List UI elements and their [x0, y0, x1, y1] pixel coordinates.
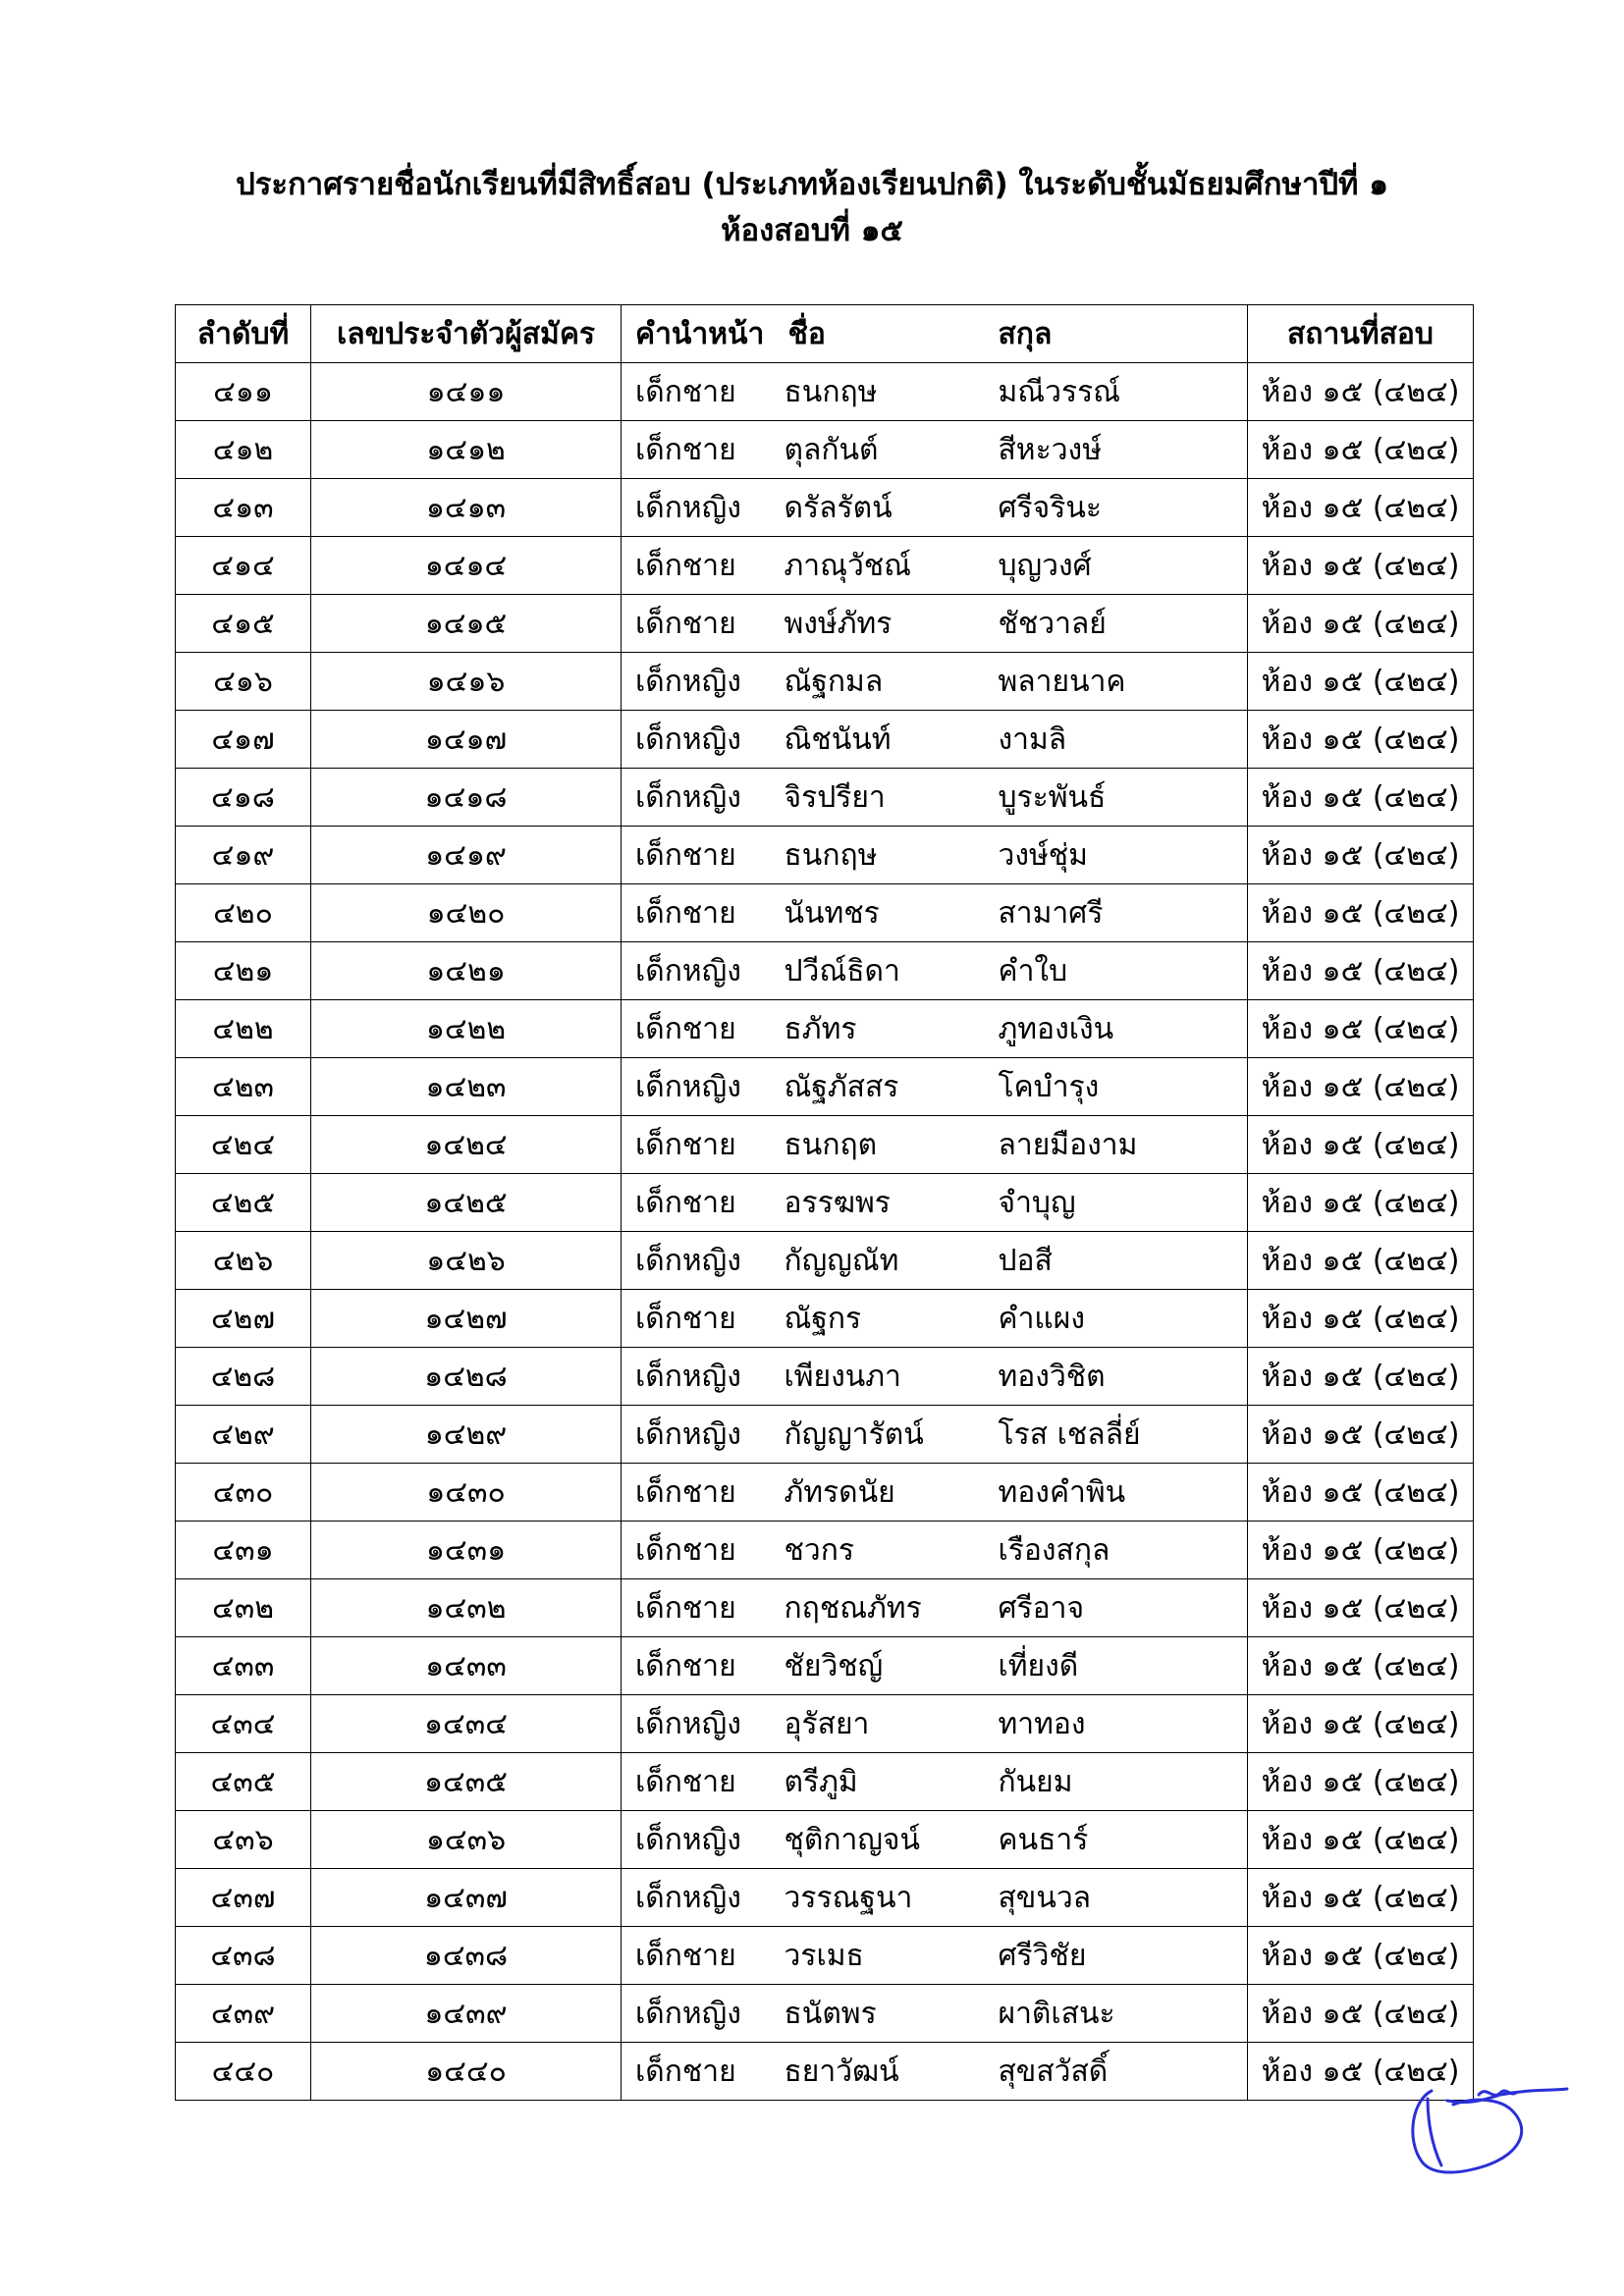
cell-exam-place: ห้อง ๑๕ (๔๒๔) — [1248, 1290, 1474, 1348]
cell-surname: คำแผง — [991, 1290, 1248, 1348]
cell-order: ๔๓๘ — [176, 1927, 311, 1985]
table-row — [176, 1579, 1474, 1637]
cell-first-name: ปวีณ์ธิดา — [779, 942, 991, 1000]
table-row — [176, 479, 1474, 537]
cell-exam-place: ห้อง ๑๕ (๔๒๔) — [1248, 1232, 1474, 1290]
table-row — [176, 1695, 1474, 1753]
cell-prefix: เด็กหญิง — [622, 769, 779, 827]
cell-first-name: ธนัตพร — [779, 1985, 991, 2043]
table-header-row — [176, 305, 1474, 363]
cell-surname: วงษ์ชุ่ม — [991, 827, 1248, 884]
cell-surname: ทาทอง — [991, 1695, 1248, 1753]
cell-surname: มณีวรรณ์ — [991, 363, 1248, 421]
cell-applicant-id: ๑๔๑๗ — [311, 711, 622, 769]
cell-applicant-id: ๑๔๓๙ — [311, 1985, 622, 2043]
cell-applicant-id: ๑๔๑๒ — [311, 421, 622, 479]
cell-exam-place: ห้อง ๑๕ (๔๒๔) — [1248, 653, 1474, 711]
cell-first-name: พงษ์ภัทร — [779, 595, 991, 653]
cell-prefix: เด็กหญิง — [622, 653, 779, 711]
cell-exam-place: ห้อง ๑๕ (๔๒๔) — [1248, 1869, 1474, 1927]
header-applicant-id: เลขประจำตัวผู้สมัคร — [311, 305, 622, 363]
cell-order: ๔๒๒ — [176, 1000, 311, 1058]
cell-order: ๔๒๙ — [176, 1406, 311, 1464]
cell-applicant-id: ๑๔๒๙ — [311, 1406, 622, 1464]
table-row — [176, 1058, 1474, 1116]
cell-exam-place: ห้อง ๑๕ (๔๒๔) — [1248, 1753, 1474, 1811]
cell-surname: ผาติเสนะ — [991, 1985, 1248, 2043]
cell-exam-place: ห้อง ๑๕ (๔๒๔) — [1248, 1811, 1474, 1869]
cell-exam-place: ห้อง ๑๕ (๔๒๔) — [1248, 479, 1474, 537]
table-row — [176, 1406, 1474, 1464]
cell-surname: ทองคำพิน — [991, 1464, 1248, 1522]
table-row — [176, 1985, 1474, 2043]
cell-exam-place: ห้อง ๑๕ (๔๒๔) — [1248, 1927, 1474, 1985]
cell-order: ๔๑๘ — [176, 769, 311, 827]
cell-applicant-id: ๑๔๒๖ — [311, 1232, 622, 1290]
cell-surname: คนธาร์ — [991, 1811, 1248, 1869]
cell-applicant-id: ๑๔๑๙ — [311, 827, 622, 884]
cell-prefix: เด็กหญิง — [622, 1348, 779, 1406]
cell-surname: ลายมืองาม — [991, 1116, 1248, 1174]
cell-prefix: เด็กชาย — [622, 595, 779, 653]
cell-prefix: เด็กหญิง — [622, 479, 779, 537]
cell-applicant-id: ๑๔๑๘ — [311, 769, 622, 827]
cell-exam-place: ห้อง ๑๕ (๔๒๔) — [1248, 884, 1474, 942]
cell-applicant-id: ๑๔๓๕ — [311, 1753, 622, 1811]
cell-first-name: ณัฐกร — [779, 1290, 991, 1348]
cell-surname: ทองวิชิต — [991, 1348, 1248, 1406]
cell-first-name: ชวกร — [779, 1522, 991, 1579]
cell-applicant-id: ๑๔๓๖ — [311, 1811, 622, 1869]
cell-first-name: ณัฐภัสสร — [779, 1058, 991, 1116]
cell-order: ๔๒๑ — [176, 942, 311, 1000]
cell-exam-place: ห้อง ๑๕ (๔๒๔) — [1248, 1058, 1474, 1116]
cell-applicant-id: ๑๔๑๖ — [311, 653, 622, 711]
cell-exam-place: ห้อง ๑๕ (๔๒๔) — [1248, 595, 1474, 653]
cell-first-name: วรเมธ — [779, 1927, 991, 1985]
cell-prefix: เด็กหญิง — [622, 1695, 779, 1753]
cell-surname: สามาศรี — [991, 884, 1248, 942]
cell-order: ๔๑๓ — [176, 479, 311, 537]
cell-order: ๔๔๐ — [176, 2043, 311, 2101]
cell-first-name: อรรฆพร — [779, 1174, 991, 1232]
cell-prefix: เด็กหญิง — [622, 711, 779, 769]
cell-first-name: วรรณฐนา — [779, 1869, 991, 1927]
cell-order: ๔๓๖ — [176, 1811, 311, 1869]
cell-exam-place: ห้อง ๑๕ (๔๒๔) — [1248, 363, 1474, 421]
header-surname: สกุล — [991, 305, 1248, 363]
header-order: ลำดับที่ — [176, 305, 311, 363]
cell-exam-place: ห้อง ๑๕ (๔๒๔) — [1248, 1000, 1474, 1058]
cell-applicant-id: ๑๔๔๐ — [311, 2043, 622, 2101]
header-prefix: คำนำหน้า — [622, 305, 779, 363]
cell-prefix: เด็กชาย — [622, 1753, 779, 1811]
cell-surname: งามลิ — [991, 711, 1248, 769]
cell-prefix: เด็กหญิง — [622, 942, 779, 1000]
cell-order: ๔๒๗ — [176, 1290, 311, 1348]
cell-order: ๔๑๑ — [176, 363, 311, 421]
cell-order: ๔๓๒ — [176, 1579, 311, 1637]
cell-prefix: เด็กหญิง — [622, 1232, 779, 1290]
cell-order: ๔๑๖ — [176, 653, 311, 711]
cell-surname: สุขสวัสดิ์ — [991, 2043, 1248, 2101]
cell-surname: กันยม — [991, 1753, 1248, 1811]
cell-order: ๔๑๗ — [176, 711, 311, 769]
cell-first-name: ชุติกาญจน์ — [779, 1811, 991, 1869]
cell-exam-place: ห้อง ๑๕ (๔๒๔) — [1248, 1174, 1474, 1232]
cell-exam-place: ห้อง ๑๕ (๔๒๔) — [1248, 1695, 1474, 1753]
cell-applicant-id: ๑๔๒๗ — [311, 1290, 622, 1348]
cell-surname: จำบุญ — [991, 1174, 1248, 1232]
cell-exam-place: ห้อง ๑๕ (๔๒๔) — [1248, 537, 1474, 595]
cell-prefix: เด็กชาย — [622, 363, 779, 421]
cell-prefix: เด็กชาย — [622, 1579, 779, 1637]
cell-surname: ชัชวาลย์ — [991, 595, 1248, 653]
cell-exam-place: ห้อง ๑๕ (๔๒๔) — [1248, 1637, 1474, 1695]
cell-first-name: ธภัทร — [779, 1000, 991, 1058]
cell-surname: โคบำรุง — [991, 1058, 1248, 1116]
cell-prefix: เด็กชาย — [622, 884, 779, 942]
cell-exam-place: ห้อง ๑๕ (๔๒๔) — [1248, 827, 1474, 884]
cell-prefix: เด็กชาย — [622, 537, 779, 595]
table-row — [176, 711, 1474, 769]
cell-surname: คำใบ — [991, 942, 1248, 1000]
cell-exam-place: ห้อง ๑๕ (๔๒๔) — [1248, 421, 1474, 479]
table-row — [176, 1637, 1474, 1695]
table-row — [176, 1522, 1474, 1579]
cell-surname: สีหะวงษ์ — [991, 421, 1248, 479]
cell-exam-place: ห้อง ๑๕ (๔๒๔) — [1248, 942, 1474, 1000]
cell-order: ๔๓๓ — [176, 1637, 311, 1695]
cell-first-name: จิรปรียา — [779, 769, 991, 827]
signature-icon — [1384, 2071, 1571, 2184]
cell-exam-place: ห้อง ๑๕ (๔๒๔) — [1248, 1406, 1474, 1464]
cell-order: ๔๑๕ — [176, 595, 311, 653]
cell-applicant-id: ๑๔๓๑ — [311, 1522, 622, 1579]
cell-prefix: เด็กชาย — [622, 2043, 779, 2101]
cell-order: ๔๓๑ — [176, 1522, 311, 1579]
cell-first-name: ภัทรดนัย — [779, 1464, 991, 1522]
header-exam-place: สถานที่สอบ — [1248, 305, 1474, 363]
cell-surname: ศรีจรินะ — [991, 479, 1248, 537]
table-row — [176, 1753, 1474, 1811]
cell-surname: เรืองสกุล — [991, 1522, 1248, 1579]
cell-applicant-id: ๑๔๒๓ — [311, 1058, 622, 1116]
cell-surname: สุขนวล — [991, 1869, 1248, 1927]
table-row — [176, 884, 1474, 942]
cell-applicant-id: ๑๔๒๐ — [311, 884, 622, 942]
cell-first-name: กัญญณัท — [779, 1232, 991, 1290]
cell-prefix: เด็กชาย — [622, 1290, 779, 1348]
cell-first-name: ชัยวิชญ์ — [779, 1637, 991, 1695]
header-first-name: ชื่อ — [779, 305, 991, 363]
cell-order: ๔๒๔ — [176, 1116, 311, 1174]
cell-surname: บุญวงศ์ — [991, 537, 1248, 595]
cell-prefix: เด็กหญิง — [622, 1869, 779, 1927]
table-row — [176, 942, 1474, 1000]
cell-applicant-id: ๑๔๑๓ — [311, 479, 622, 537]
cell-order: ๔๓๙ — [176, 1985, 311, 2043]
cell-surname: โรส เชลลี่ย์ — [991, 1406, 1248, 1464]
table-row — [176, 1116, 1474, 1174]
cell-surname: เที่ยงดี — [991, 1637, 1248, 1695]
cell-order: ๔๑๔ — [176, 537, 311, 595]
cell-applicant-id: ๑๔๒๒ — [311, 1000, 622, 1058]
cell-exam-place: ห้อง ๑๕ (๔๒๔) — [1248, 1116, 1474, 1174]
cell-applicant-id: ๑๔๒๕ — [311, 1174, 622, 1232]
cell-first-name: ธนกฤษ — [779, 827, 991, 884]
cell-order: ๔๓๗ — [176, 1869, 311, 1927]
cell-order: ๔๑๙ — [176, 827, 311, 884]
cell-applicant-id: ๑๔๓๐ — [311, 1464, 622, 1522]
cell-surname: ภูทองเงิน — [991, 1000, 1248, 1058]
cell-prefix: เด็กหญิง — [622, 1406, 779, 1464]
cell-surname: บูระพันธ์ — [991, 769, 1248, 827]
cell-order: ๔๒๕ — [176, 1174, 311, 1232]
table-row — [176, 1927, 1474, 1985]
cell-first-name: ตุลกันต์ — [779, 421, 991, 479]
cell-applicant-id: ๑๔๑๕ — [311, 595, 622, 653]
cell-order: ๔๑๒ — [176, 421, 311, 479]
student-table — [175, 304, 1474, 2101]
cell-order: ๔๒๘ — [176, 1348, 311, 1406]
cell-exam-place: ห้อง ๑๕ (๔๒๔) — [1248, 1464, 1474, 1522]
cell-exam-place: ห้อง ๑๕ (๔๒๔) — [1248, 2043, 1474, 2101]
cell-applicant-id: ๑๔๓๒ — [311, 1579, 622, 1637]
cell-applicant-id: ๑๔๑๔ — [311, 537, 622, 595]
cell-prefix: เด็กชาย — [622, 1174, 779, 1232]
cell-exam-place: ห้อง ๑๕ (๔๒๔) — [1248, 711, 1474, 769]
table-row — [176, 1811, 1474, 1869]
table-row — [176, 1290, 1474, 1348]
cell-order: ๔๓๔ — [176, 1695, 311, 1753]
cell-order: ๔๒๖ — [176, 1232, 311, 1290]
cell-first-name: ภาณุวัชณ์ — [779, 537, 991, 595]
cell-order: ๔๓๕ — [176, 1753, 311, 1811]
cell-prefix: เด็กหญิง — [622, 1811, 779, 1869]
cell-first-name: ธนกฤษ — [779, 363, 991, 421]
table-row — [176, 1000, 1474, 1058]
table-row — [176, 653, 1474, 711]
cell-order: ๔๒๓ — [176, 1058, 311, 1116]
cell-prefix: เด็กชาย — [622, 1637, 779, 1695]
cell-first-name: เพียงนภา — [779, 1348, 991, 1406]
cell-applicant-id: ๑๔๒๘ — [311, 1348, 622, 1406]
cell-exam-place: ห้อง ๑๕ (๔๒๔) — [1248, 1579, 1474, 1637]
cell-surname: ศรีวิชัย — [991, 1927, 1248, 1985]
cell-applicant-id: ๑๔๑๑ — [311, 363, 622, 421]
cell-first-name: กัญญารัตน์ — [779, 1406, 991, 1464]
cell-first-name: ตรีภูมิ — [779, 1753, 991, 1811]
table-row — [176, 1232, 1474, 1290]
cell-prefix: เด็กชาย — [622, 1927, 779, 1985]
table-row — [176, 769, 1474, 827]
cell-first-name: นันทชร — [779, 884, 991, 942]
page-subtitle: ห้องสอบที่ ๑๕ — [721, 213, 903, 248]
cell-order: ๔๓๐ — [176, 1464, 311, 1522]
cell-order: ๔๒๐ — [176, 884, 311, 942]
cell-surname: ศรีอาจ — [991, 1579, 1248, 1637]
cell-first-name: ดรัลรัตน์ — [779, 479, 991, 537]
table-row — [176, 1174, 1474, 1232]
cell-prefix: เด็กชาย — [622, 1116, 779, 1174]
cell-first-name: ณิชนันท์ — [779, 711, 991, 769]
cell-exam-place: ห้อง ๑๕ (๔๒๔) — [1248, 1522, 1474, 1579]
cell-applicant-id: ๑๔๓๔ — [311, 1695, 622, 1753]
cell-surname: พลายนาค — [991, 653, 1248, 711]
cell-applicant-id: ๑๔๓๗ — [311, 1869, 622, 1927]
table-row — [176, 827, 1474, 884]
cell-applicant-id: ๑๔๓๘ — [311, 1927, 622, 1985]
cell-prefix: เด็กชาย — [622, 1464, 779, 1522]
table-row — [176, 1348, 1474, 1406]
cell-applicant-id: ๑๔๓๓ — [311, 1637, 622, 1695]
page-title: ประกาศรายชื่อนักเรียนที่มีสิทธิ์สอบ (ประเภทห้องเรียนปกติ) ในระดับชั้นมัธยมศึกษาปีที่ ๑ — [236, 167, 1388, 202]
table-row — [176, 2043, 1474, 2101]
cell-prefix: เด็กหญิง — [622, 1058, 779, 1116]
cell-prefix: เด็กหญิง — [622, 1985, 779, 2043]
table-row — [176, 363, 1474, 421]
table-row — [176, 1464, 1474, 1522]
cell-applicant-id: ๑๔๒๔ — [311, 1116, 622, 1174]
cell-prefix: เด็กชาย — [622, 1522, 779, 1579]
table-row — [176, 537, 1474, 595]
cell-applicant-id: ๑๔๒๑ — [311, 942, 622, 1000]
cell-exam-place: ห้อง ๑๕ (๔๒๔) — [1248, 1985, 1474, 2043]
table-row — [176, 421, 1474, 479]
cell-first-name: กฤชณภัทร — [779, 1579, 991, 1637]
cell-first-name: ธนกฤต — [779, 1116, 991, 1174]
cell-first-name: ธยาวัฒน์ — [779, 2043, 991, 2101]
cell-surname: ปอสี — [991, 1232, 1248, 1290]
cell-exam-place: ห้อง ๑๕ (๔๒๔) — [1248, 769, 1474, 827]
cell-exam-place: ห้อง ๑๕ (๔๒๔) — [1248, 1348, 1474, 1406]
cell-prefix: เด็กชาย — [622, 827, 779, 884]
table-row — [176, 595, 1474, 653]
cell-first-name: อุรัสยา — [779, 1695, 991, 1753]
table-row — [176, 1869, 1474, 1927]
cell-first-name: ณัฐกมล — [779, 653, 991, 711]
cell-prefix: เด็กชาย — [622, 1000, 779, 1058]
cell-prefix: เด็กชาย — [622, 421, 779, 479]
